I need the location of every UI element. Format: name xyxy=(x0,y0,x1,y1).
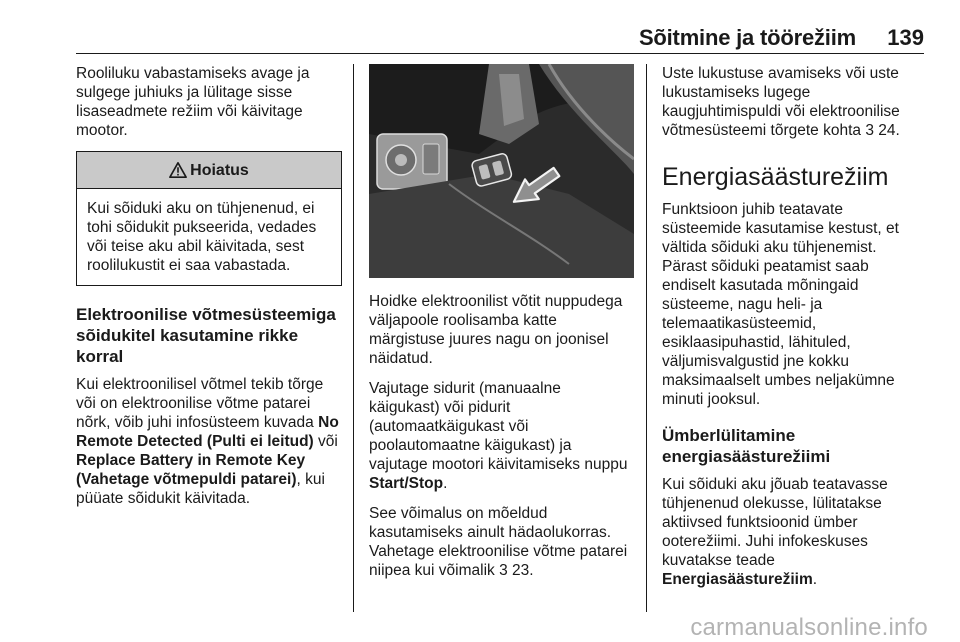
unlock-text: Uste lukustuse avamiseks või uste lukustamiseks lugege kaugjuhtimispuldi või elektroonilise võtmesüsteemi tõrgete kohta xyxy=(662,65,900,139)
switchover-text-end: . xyxy=(812,571,818,588)
unlock-paragraph xyxy=(662,64,924,140)
page-reference[interactable]: 3 23. xyxy=(499,562,534,579)
switchover-heading: Ümberlülitamine energiasäästurežiimi xyxy=(662,426,831,466)
header-rule xyxy=(76,53,924,54)
start-text-end: . xyxy=(443,475,448,492)
switchover-text: Kui sõiduki aku jõuab teatavasse tühjenenud olekusse, lülitatakse aktiivsed funktsioonid ümber ooterežiimi. Juhi infokeskuses kuvatakse teade xyxy=(662,476,888,569)
warning-title: Hoiatus xyxy=(190,161,249,179)
column-divider xyxy=(646,64,647,612)
fault-text-end: , kui püüate sõidukit käivitada. xyxy=(76,471,325,507)
message-no-remote: No Remote Detected (Pulti ei leitud) xyxy=(76,414,339,450)
switchover-paragraph xyxy=(662,475,924,589)
page-header xyxy=(0,0,960,55)
steering-column-illustration xyxy=(369,64,634,278)
intro-paragraph: Rooliluku vabastamiseks avage ja sulgege juhiuks ja lülitage sisse lisaseadmete režiim või käivitage mootor. xyxy=(76,65,310,139)
column-left xyxy=(76,64,342,519)
energy-saving-paragraph: Funktsioon juhib teatavate süsteemide kasutamise kestust, et vältida sõiduki aku tühjenemist. Pärast sõiduki peatamist saab endiselt kasutada mõningaid süsteeme, nagu heli- ja telemaatikasüsteemid, esiklaasipuhastid, lähituled, väljumisvalgustid jne kokku maksimaalselt umbes neljakümne minuti jooksul. xyxy=(662,201,899,408)
or-text: või xyxy=(318,433,338,450)
column-divider xyxy=(353,64,354,612)
emergency-paragraph xyxy=(369,504,634,580)
watermark: carmanualsonline.info xyxy=(690,614,928,641)
page-reference[interactable]: 3 24. xyxy=(865,122,900,139)
energy-saving-message: Energiasäästurežiim xyxy=(662,571,813,588)
message-replace-battery: Replace Battery in Remote Key (Vahetage võtmepuldi patarei) xyxy=(76,452,306,488)
start-paragraph xyxy=(369,379,634,493)
column-middle xyxy=(369,64,634,591)
warning-box xyxy=(76,151,342,286)
start-text: Vajutage sidurit (manuaalne käigukast) või pidurit (automaatkäigukast või poolautomaatne käigukast) ja vajutage mootori käivitamiseks nuppu xyxy=(369,380,628,473)
column-right xyxy=(662,64,924,600)
page-number: 139 xyxy=(887,25,924,50)
energy-saving-heading: Energiasäästurežiim xyxy=(662,163,889,191)
fault-paragraph xyxy=(76,375,342,508)
emergency-text: See võimalus on mõeldud kasutamiseks ainult hädaolukorras. Vahetage elektroonilise võtme patarei niipea kui võimalik xyxy=(369,505,628,579)
warning-header xyxy=(77,152,341,189)
start-stop-label: Start/Stop xyxy=(369,475,444,492)
fault-text: Kui elektroonilisel võtmel tekib tõrge või on elektroonilise võtme patarei nõrk, võib juhi infosüsteem kuvada xyxy=(76,376,324,431)
warning-triangle-icon xyxy=(169,161,187,179)
instruction-paragraph: Hoidke elektroonilist võtit nuppudega väljapoole roolisamba katte märgistuse juures nagu on joonisel näidatud. xyxy=(369,293,623,367)
key-position-illustration xyxy=(369,64,634,278)
section-heading: Elektroonilise võtmesüsteemiga sõidukitel kasutamine rikke korral xyxy=(76,305,336,366)
warning-text: Kui sõiduki aku on tühjenenud, ei tohi sõidukit pukseerida, vedades või teise aku abil käivitada, sest roolilukustit ei saa vabastada. xyxy=(87,200,317,274)
section-title: Sõitmine ja töörežiim xyxy=(638,25,856,50)
